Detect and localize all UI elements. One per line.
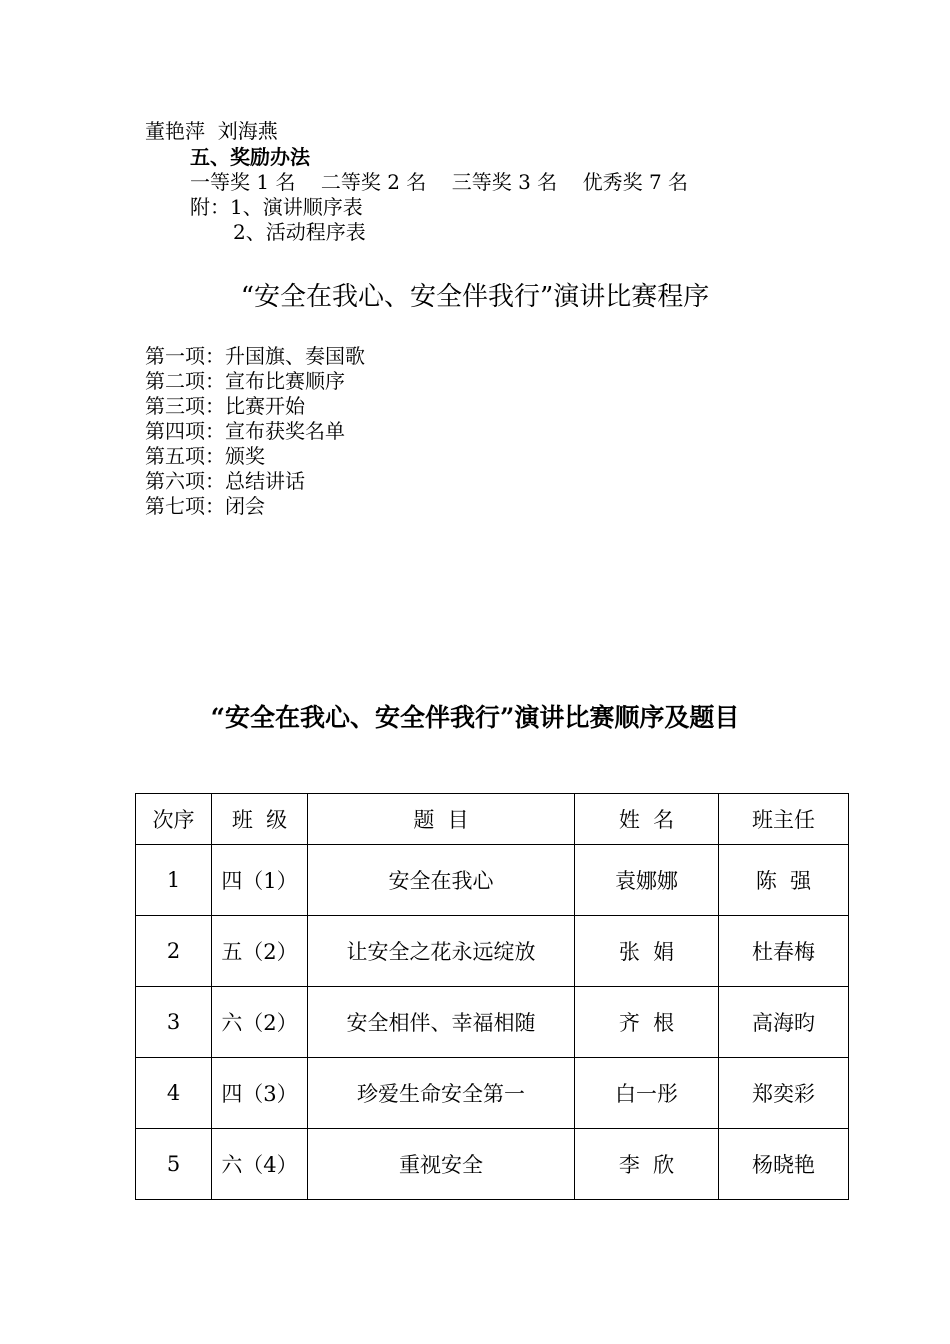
program-title: “安全在我心、安全伴我行”演讲比赛程序 (240, 282, 710, 312)
awards-line: 一等奖 1 名 二等奖 2 名 三等奖 3 名 优秀奖 7 名 (190, 170, 689, 194)
attachment-2: 2、活动程序表 (233, 220, 366, 244)
cell-class: 四（1） (212, 845, 308, 916)
program-item: 第四项：宣布获奖名单 (145, 419, 345, 443)
order-table-title: “安全在我心、安全伴我行”演讲比赛顺序及题目 (210, 703, 740, 732)
cell-topic: 让安全之花永远绽放 (308, 916, 575, 987)
cell-order: 3 (136, 987, 212, 1058)
table-row (136, 845, 849, 916)
program-item: 第六项：总结讲话 (145, 469, 305, 493)
cell-order: 5 (136, 1129, 212, 1200)
cell-topic: 安全在我心 (308, 845, 575, 916)
cell-topic: 安全相伴、幸福相随 (308, 987, 575, 1058)
cell-order: 4 (136, 1058, 212, 1129)
program-item: 第七项：闭会 (145, 494, 265, 518)
cell-teacher: 高海昀 (719, 987, 849, 1058)
cell-topic: 珍爱生命安全第一 (308, 1058, 575, 1129)
cell-name: 白一彤 (575, 1058, 719, 1129)
program-item: 第五项：颁奖 (145, 444, 265, 468)
program-item: 第一项：升国旗、奏国歌 (145, 344, 365, 368)
cell-order: 1 (136, 845, 212, 916)
cell-teacher: 郑奕彩 (719, 1058, 849, 1129)
judges-line: 董艳萍 刘海燕 (145, 119, 278, 143)
cell-class: 六（4） (212, 1129, 308, 1200)
header-name: 姓 名 (575, 794, 719, 845)
cell-class: 六（2） (212, 987, 308, 1058)
attachment-1: 附：1、演讲顺序表 (190, 195, 363, 219)
cell-class: 四（3） (212, 1058, 308, 1129)
cell-name: 齐 根 (575, 987, 719, 1058)
header-class: 班 级 (212, 794, 308, 845)
table-header-row (136, 794, 849, 845)
cell-name: 李 欣 (575, 1129, 719, 1200)
table-row (136, 1058, 849, 1129)
cell-name: 袁娜娜 (575, 845, 719, 916)
cell-class: 五（2） (212, 916, 308, 987)
speech-order-table (135, 793, 849, 1200)
header-order: 次序 (136, 794, 212, 845)
header-topic: 题 目 (308, 794, 575, 845)
cell-teacher: 陈 强 (719, 845, 849, 916)
cell-teacher: 杜春梅 (719, 916, 849, 987)
program-item: 第三项：比赛开始 (145, 394, 305, 418)
cell-topic: 重视安全 (308, 1129, 575, 1200)
table-row (136, 987, 849, 1058)
table-row (136, 1129, 849, 1200)
cell-order: 2 (136, 916, 212, 987)
table-row (136, 916, 849, 987)
header-teacher: 班主任 (719, 794, 849, 845)
section5-heading: 五、奖励办法 (190, 145, 310, 169)
cell-name: 张 娟 (575, 916, 719, 987)
program-item: 第二项：宣布比赛顺序 (145, 369, 345, 393)
cell-teacher: 杨晓艳 (719, 1129, 849, 1200)
